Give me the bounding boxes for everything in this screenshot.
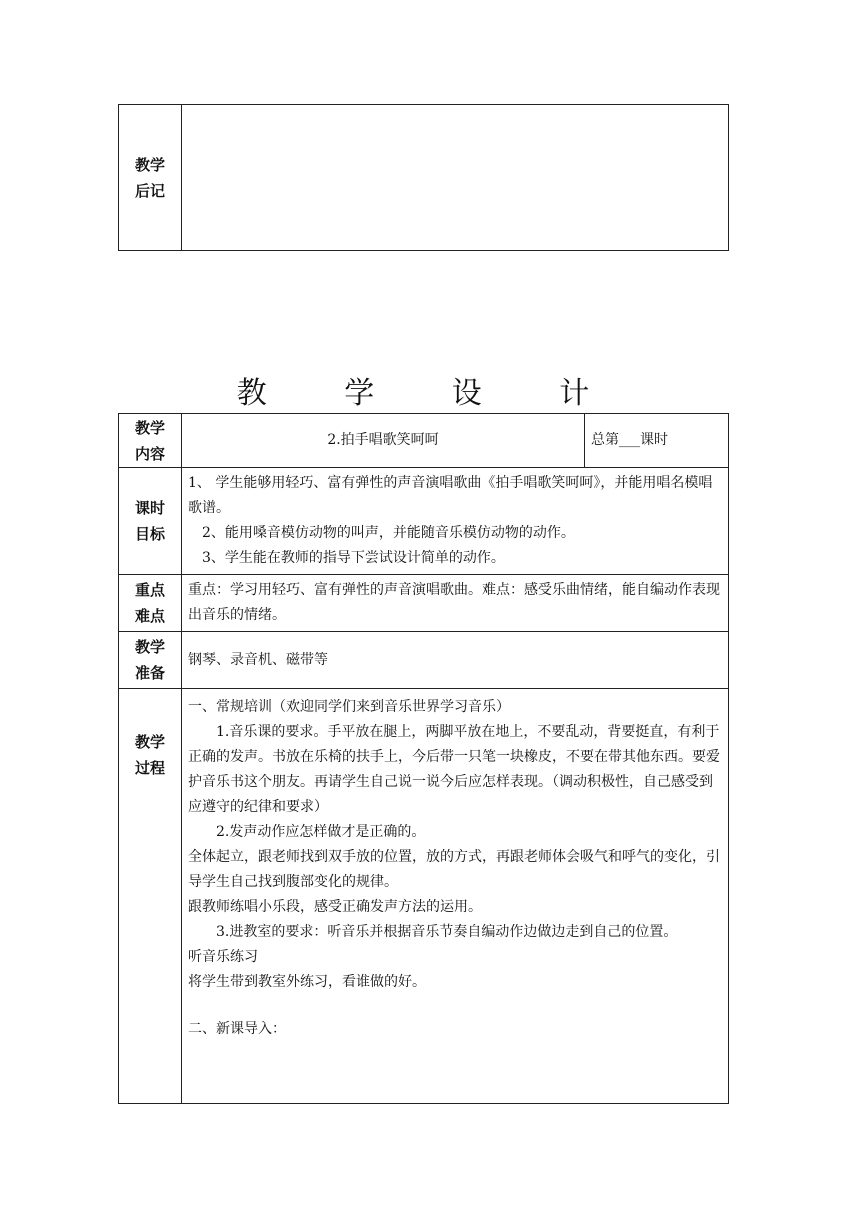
keypoints-label-line2: 难点 [134, 607, 165, 625]
postscript-content[interactable] [182, 105, 729, 251]
goals-content [182, 468, 729, 575]
process-paragraph: 将学生带到教室外练习，看谁做的好。 [188, 974, 426, 990]
lesson-plan-table [118, 413, 729, 1104]
postscript-label-line2: 后记 [134, 181, 165, 200]
row-keypoints [119, 575, 729, 632]
content-label [119, 414, 182, 468]
row-preparation [119, 632, 729, 689]
process-paragraph: 一、常规培训（欢迎同学们来到音乐世界学习音乐） [188, 699, 510, 715]
postscript-label-line1: 教学 [134, 155, 165, 174]
process-paragraph: 听音乐练习 [188, 949, 258, 965]
keypoints-label-line1: 重点 [134, 581, 165, 599]
goal-item: 3、学生能在教师的指导下尝试设计简单的动作。 [202, 550, 505, 566]
keypoints-label [119, 575, 182, 632]
process-label-line1: 教学 [134, 733, 165, 751]
blank-line [188, 995, 722, 1017]
content-label-line2: 内容 [134, 444, 165, 463]
lesson-count: 总第___课时 [585, 414, 729, 468]
keypoints-content: 重点：学习用轻巧、富有弹性的声音演唱歌曲。难点：感受乐曲情绪，能自编动作表现出音乐的情绪。 [182, 575, 729, 632]
preparation-label-line2: 准备 [134, 664, 165, 682]
process-paragraph: 全体起立，跟老师找到双手放的位置，放的方式，再跟老师体会吸气和呼气的变化，引导学生自己找到腹部变化的规律。 [188, 849, 720, 890]
preparation-label-line1: 教学 [134, 638, 165, 656]
row-process [119, 689, 729, 1104]
process-label [119, 689, 182, 1104]
process-content [182, 689, 729, 1104]
goals-label-line2: 目标 [134, 525, 165, 543]
goal-item: 2、能用嗓音模仿动物的叫声，并能随音乐模仿动物的动作。 [202, 525, 575, 541]
preparation-content: 钢琴、录音机、磁带等 [182, 632, 729, 689]
preparation-label [119, 632, 182, 689]
process-paragraph: 1.音乐课的要求。手平放在腿上，两脚平放在地上，不要乱动，背要挺直，有利于正确的发声。书放在乐椅的扶手上，今后带一只笔一块橡皮，不要在带其他东西。要爱护音乐书这个朋友。再请学生自己说一说今后应怎样表现。（调动积极性，自己感受到应遵守的纪律和要求） [188, 724, 720, 815]
row-goals [119, 468, 729, 575]
postscript-label [119, 105, 182, 251]
process-paragraph: 二、新课导入： [188, 1021, 286, 1037]
goals-label [119, 468, 182, 575]
process-paragraph: 跟教师练唱小乐段，感受正确发声方法的运用。 [188, 899, 482, 915]
page-title: 教 学 设 计 [236, 376, 624, 411]
process-paragraph: 2.发声动作应怎样做才是正确的。 [216, 824, 426, 840]
process-label-line2: 过程 [134, 759, 165, 777]
goal-item: 1、 学生能够用轻巧、富有弹性的声音演唱歌曲《拍手唱歌笑呵呵》，并能用唱名模唱歌谱。 [188, 475, 713, 516]
content-value: 2.拍手唱歌笑呵呵 [182, 414, 585, 468]
goals-label-line1: 课时 [134, 499, 165, 517]
row-content [119, 414, 729, 468]
postscript-table [118, 104, 729, 251]
process-paragraph: 3.进教室的要求：听音乐并根据音乐节奏自编动作边做边走到自己的位置。 [216, 924, 678, 940]
content-label-line1: 教学 [134, 418, 165, 437]
